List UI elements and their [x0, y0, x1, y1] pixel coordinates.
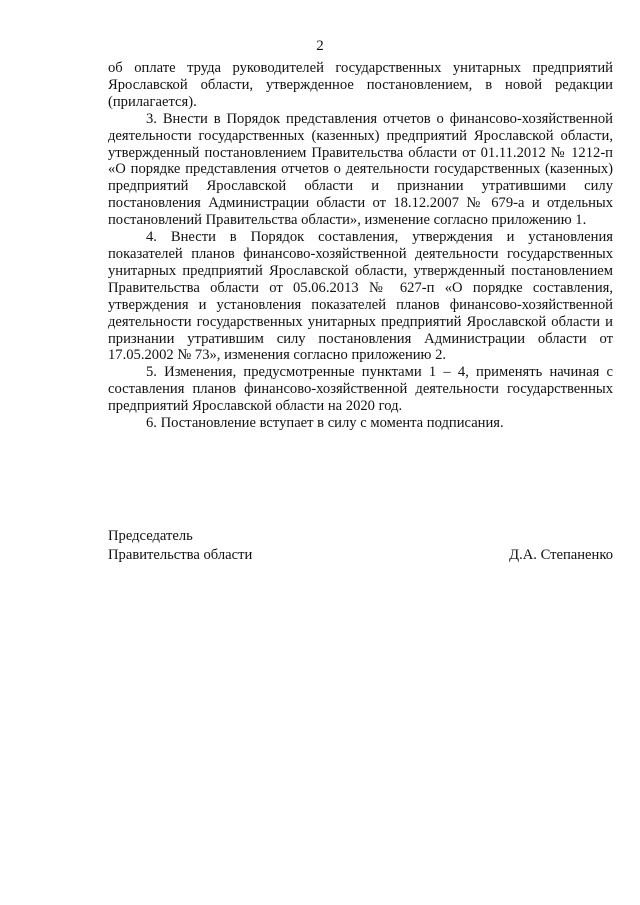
paragraph-item-6: 6. Постановление вступает в силу с момента подписания.	[146, 415, 504, 432]
signature-block	[108, 527, 613, 564]
document-body	[108, 60, 613, 432]
paragraph-item-3: 3. Внести в Порядок представления отчетов о финансово-хозяйственной деятельности государственных (казенных) предприятий Ярославской области, утвержденный постановлением Правительства области от 01.11.2012 № 1212-п «О порядке представления отчетов о деятельности государственных (казенных) предприятий Ярославской области и признании утратившими силу постановления Администрации области от 18.12.2007 № 679-а и отдельных постановлений Правительства области», изменение согласно приложению 1.	[108, 110, 613, 229]
paragraph-item-4: 4. Внести в Порядок составления, утверждения и установления показателей планов финансово-хозяйственной деятельности государственных унитарных предприятий Ярославской области, утвержденный постановлением Правительства области от 05.06.2013 № 627-п «О порядке составления, утверждения и установления показателей планов финансово-хозяйственной деятельности государственных унитарных предприятий Ярославской области и признании утратившим силу постановления Администрации области от 17.05.2002 № 73», изменения согласно приложению 2.	[108, 229, 613, 364]
paragraph-continuation: об оплате труда руководителей государственных унитарных предприятий Ярославской области, утвержденное постановлением, в новой редакции (прилагается).	[108, 60, 613, 110]
page-number: 2	[316, 38, 324, 54]
signature-row	[108, 546, 613, 565]
signatory-title-line1: Председатель	[108, 528, 193, 544]
paragraph-item-5: 5. Изменения, предусмотренные пунктами 1 – 4, применять начиная с составления планов финансово-хозяйственной деятельности государственных предприятий Ярославской области на 2020 год.	[108, 364, 613, 415]
signatory-title-line2: Правительства области	[108, 546, 253, 563]
signatory-name: Д.А. Степаненко	[509, 546, 613, 563]
